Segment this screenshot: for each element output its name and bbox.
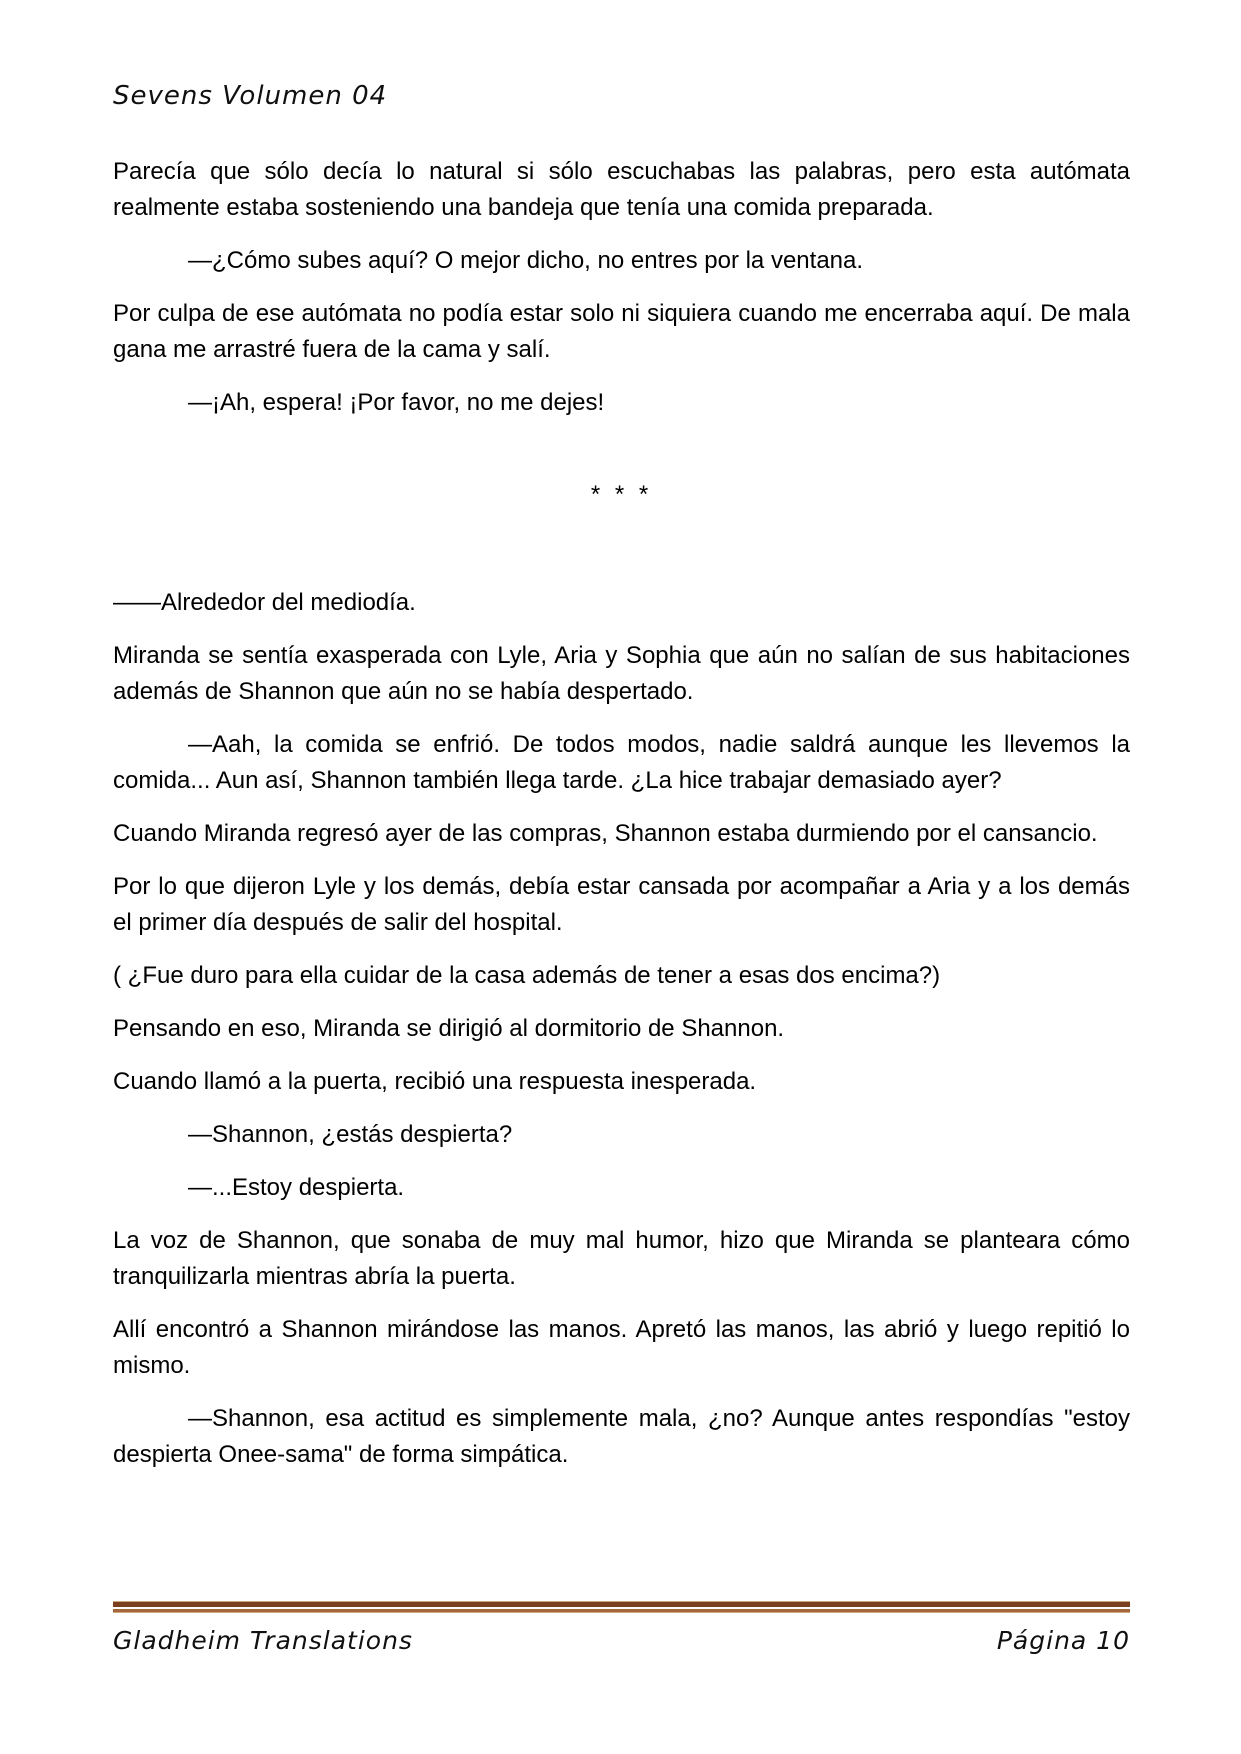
paragraph: La voz de Shannon, que sonaba de muy mal humor, hizo que Miranda se planteara cómo tranquilizarla mientras abría la puerta. bbox=[113, 1227, 1130, 1290]
paragraph: Pensando en eso, Miranda se dirigió al dormitorio de Shannon. bbox=[113, 1015, 785, 1042]
paragraph: Por culpa de ese autómata no podía estar solo ni siquiera cuando me encerraba aquí. De mala gana me arrastré fuera de la cama y salí. bbox=[113, 300, 1130, 363]
page-content bbox=[113, 82, 1130, 1490]
paragraph: Allí encontró a Shannon mirándose las manos. Apretó las manos, las abrió y luego repitió lo mismo. bbox=[113, 1316, 1130, 1379]
footer-rule bbox=[113, 1601, 1130, 1613]
page-footer bbox=[113, 1601, 1130, 1655]
paragraph: Parecía que sólo decía lo natural si sólo escuchabas las palabras, pero esta autómata realmente estaba sosteniendo una bandeja que tenía una comida preparada. bbox=[113, 158, 1130, 221]
page-header bbox=[113, 82, 1130, 110]
paragraph: Cuando Miranda regresó ayer de las compras, Shannon estaba durmiendo por el cansancio. bbox=[113, 820, 1098, 847]
paragraph: —...Estoy despierta. bbox=[188, 1174, 405, 1201]
header-title: Sevens Volumen 04 bbox=[113, 81, 388, 111]
paragraph: Cuando llamó a la puerta, recibió una respuesta inesperada. bbox=[113, 1068, 757, 1095]
paragraph: —Aah, la comida se enfrió. De todos modos, nadie saldrá aunque les llevemos la comida... Aun así, Shannon también llega tarde. ¿La hice trabajar demasiado ayer? bbox=[113, 731, 1130, 794]
paragraph: ( ¿Fue duro para ella cuidar de la casa además de tener a esas dos encima?) bbox=[113, 962, 941, 989]
paragraph: ——Alrededor del mediodía. bbox=[113, 589, 416, 616]
paragraph: Por lo que dijeron Lyle y los demás, debía estar cansada por acompañar a Aria y a los demás el primer día después de salir del hospital. bbox=[113, 873, 1130, 936]
paragraph: —¿Cómo subes aquí? O mejor dicho, no entres por la ventana. bbox=[188, 247, 864, 274]
paragraph: —Shannon, esa actitud es simplemente mala, ¿no? Aunque antes respondías "estoy despierta Onee-sama" de forma simpática. bbox=[113, 1405, 1130, 1468]
paragraph: —Shannon, ¿estás despierta? bbox=[188, 1121, 513, 1148]
footer-left-text: Gladheim Translations bbox=[113, 1626, 413, 1655]
footer-text-row bbox=[113, 1626, 1130, 1655]
paragraph: —¡Ah, espera! ¡Por favor, no me dejes! bbox=[188, 389, 605, 416]
footer-right-text: Página 10 bbox=[996, 1626, 1130, 1655]
footer-rule-stripe-5 bbox=[113, 1612, 1130, 1613]
scene-separator: * * * bbox=[590, 481, 653, 508]
paragraph: Miranda se sentía exasperada con Lyle, Aria y Sophia que aún no salían de sus habitaciones además de Shannon que aún no se había despertado. bbox=[113, 642, 1130, 705]
document-body bbox=[113, 154, 1130, 1473]
